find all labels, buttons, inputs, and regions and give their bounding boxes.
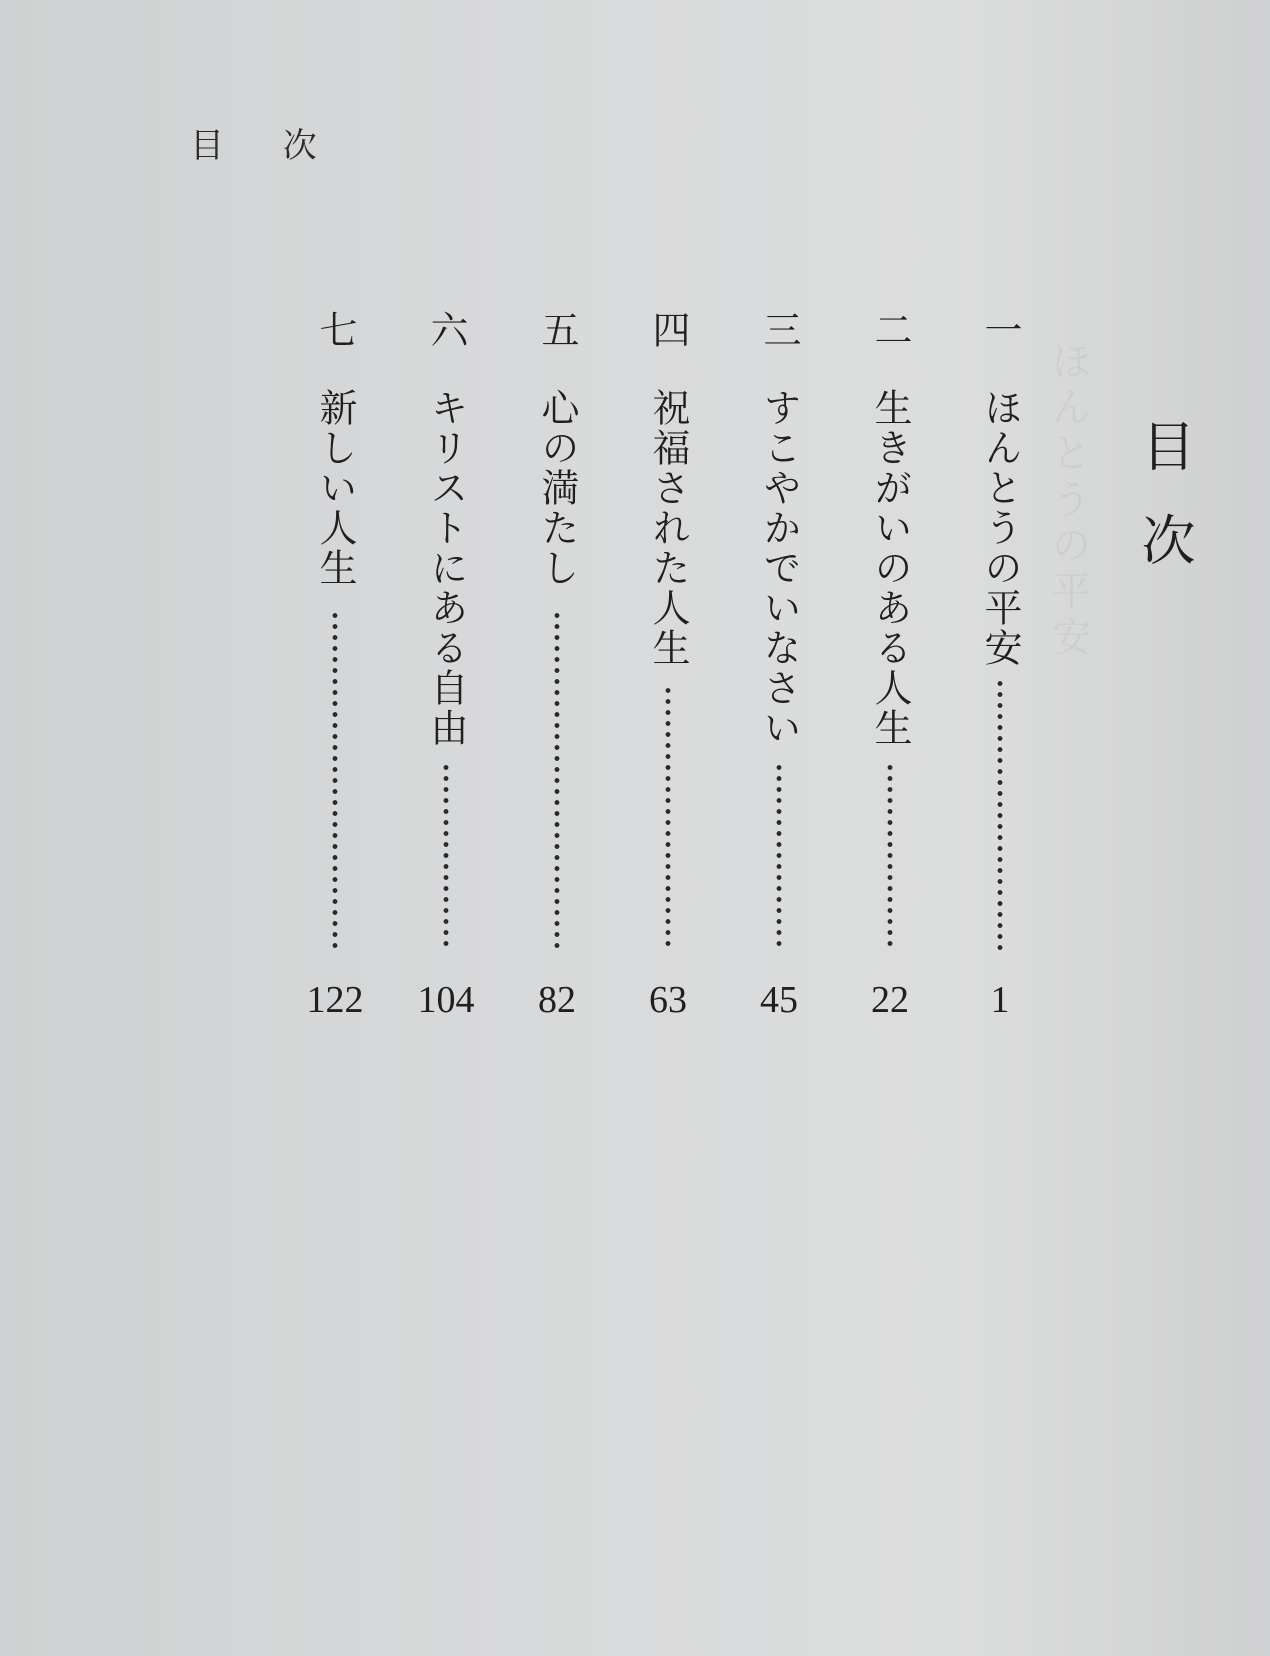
dot-leader	[664, 685, 672, 950]
chapter-title: 新しい人生	[313, 388, 357, 588]
page-number: 45	[760, 979, 798, 1021]
chapter-number: 三	[757, 310, 801, 348]
chapter-number: 六	[424, 310, 468, 348]
toc-entry[interactable]	[749, 310, 809, 1030]
chapter-number: 二	[868, 310, 912, 348]
chapter-title: 心の満たし	[535, 388, 579, 588]
chapter-title: ほんとうの平安	[978, 388, 1022, 668]
chapter-number: 一	[978, 310, 1022, 348]
show-through-text: ほんとうの平安	[1045, 340, 1091, 662]
dot-leader	[886, 762, 894, 950]
dot-leader	[442, 762, 450, 950]
toc-entry[interactable]	[527, 310, 587, 1030]
toc-entry[interactable]	[416, 310, 476, 1030]
chapter-title: すこやかでいなさい	[757, 388, 801, 748]
chapter-number: 五	[535, 310, 579, 348]
page-number: 122	[306, 979, 364, 1021]
page-number: 82	[538, 979, 576, 1021]
chapter-number: 七	[313, 310, 357, 348]
chapter-title: 祝福された人生	[646, 388, 690, 668]
chapter-number: 四	[646, 310, 690, 348]
dot-leader	[553, 610, 561, 950]
toc-entry[interactable]	[638, 310, 698, 1030]
page-number: 22	[871, 979, 909, 1021]
dot-leader	[996, 678, 1004, 950]
chapter-title: キリストにある自由	[424, 388, 468, 748]
chapter-title: 生きがいのある人生	[868, 388, 912, 748]
running-head: 目 次	[190, 126, 341, 166]
page-number: 63	[649, 979, 687, 1021]
toc-entry[interactable]	[970, 310, 1030, 1030]
page-number: 104	[417, 979, 475, 1021]
toc-entry[interactable]	[860, 310, 920, 1030]
dot-leader	[775, 762, 783, 950]
page-number: 1	[990, 979, 1010, 1021]
dot-leader	[331, 610, 339, 950]
toc-title: 目次	[1133, 418, 1196, 606]
toc-entry[interactable]	[305, 310, 365, 1030]
